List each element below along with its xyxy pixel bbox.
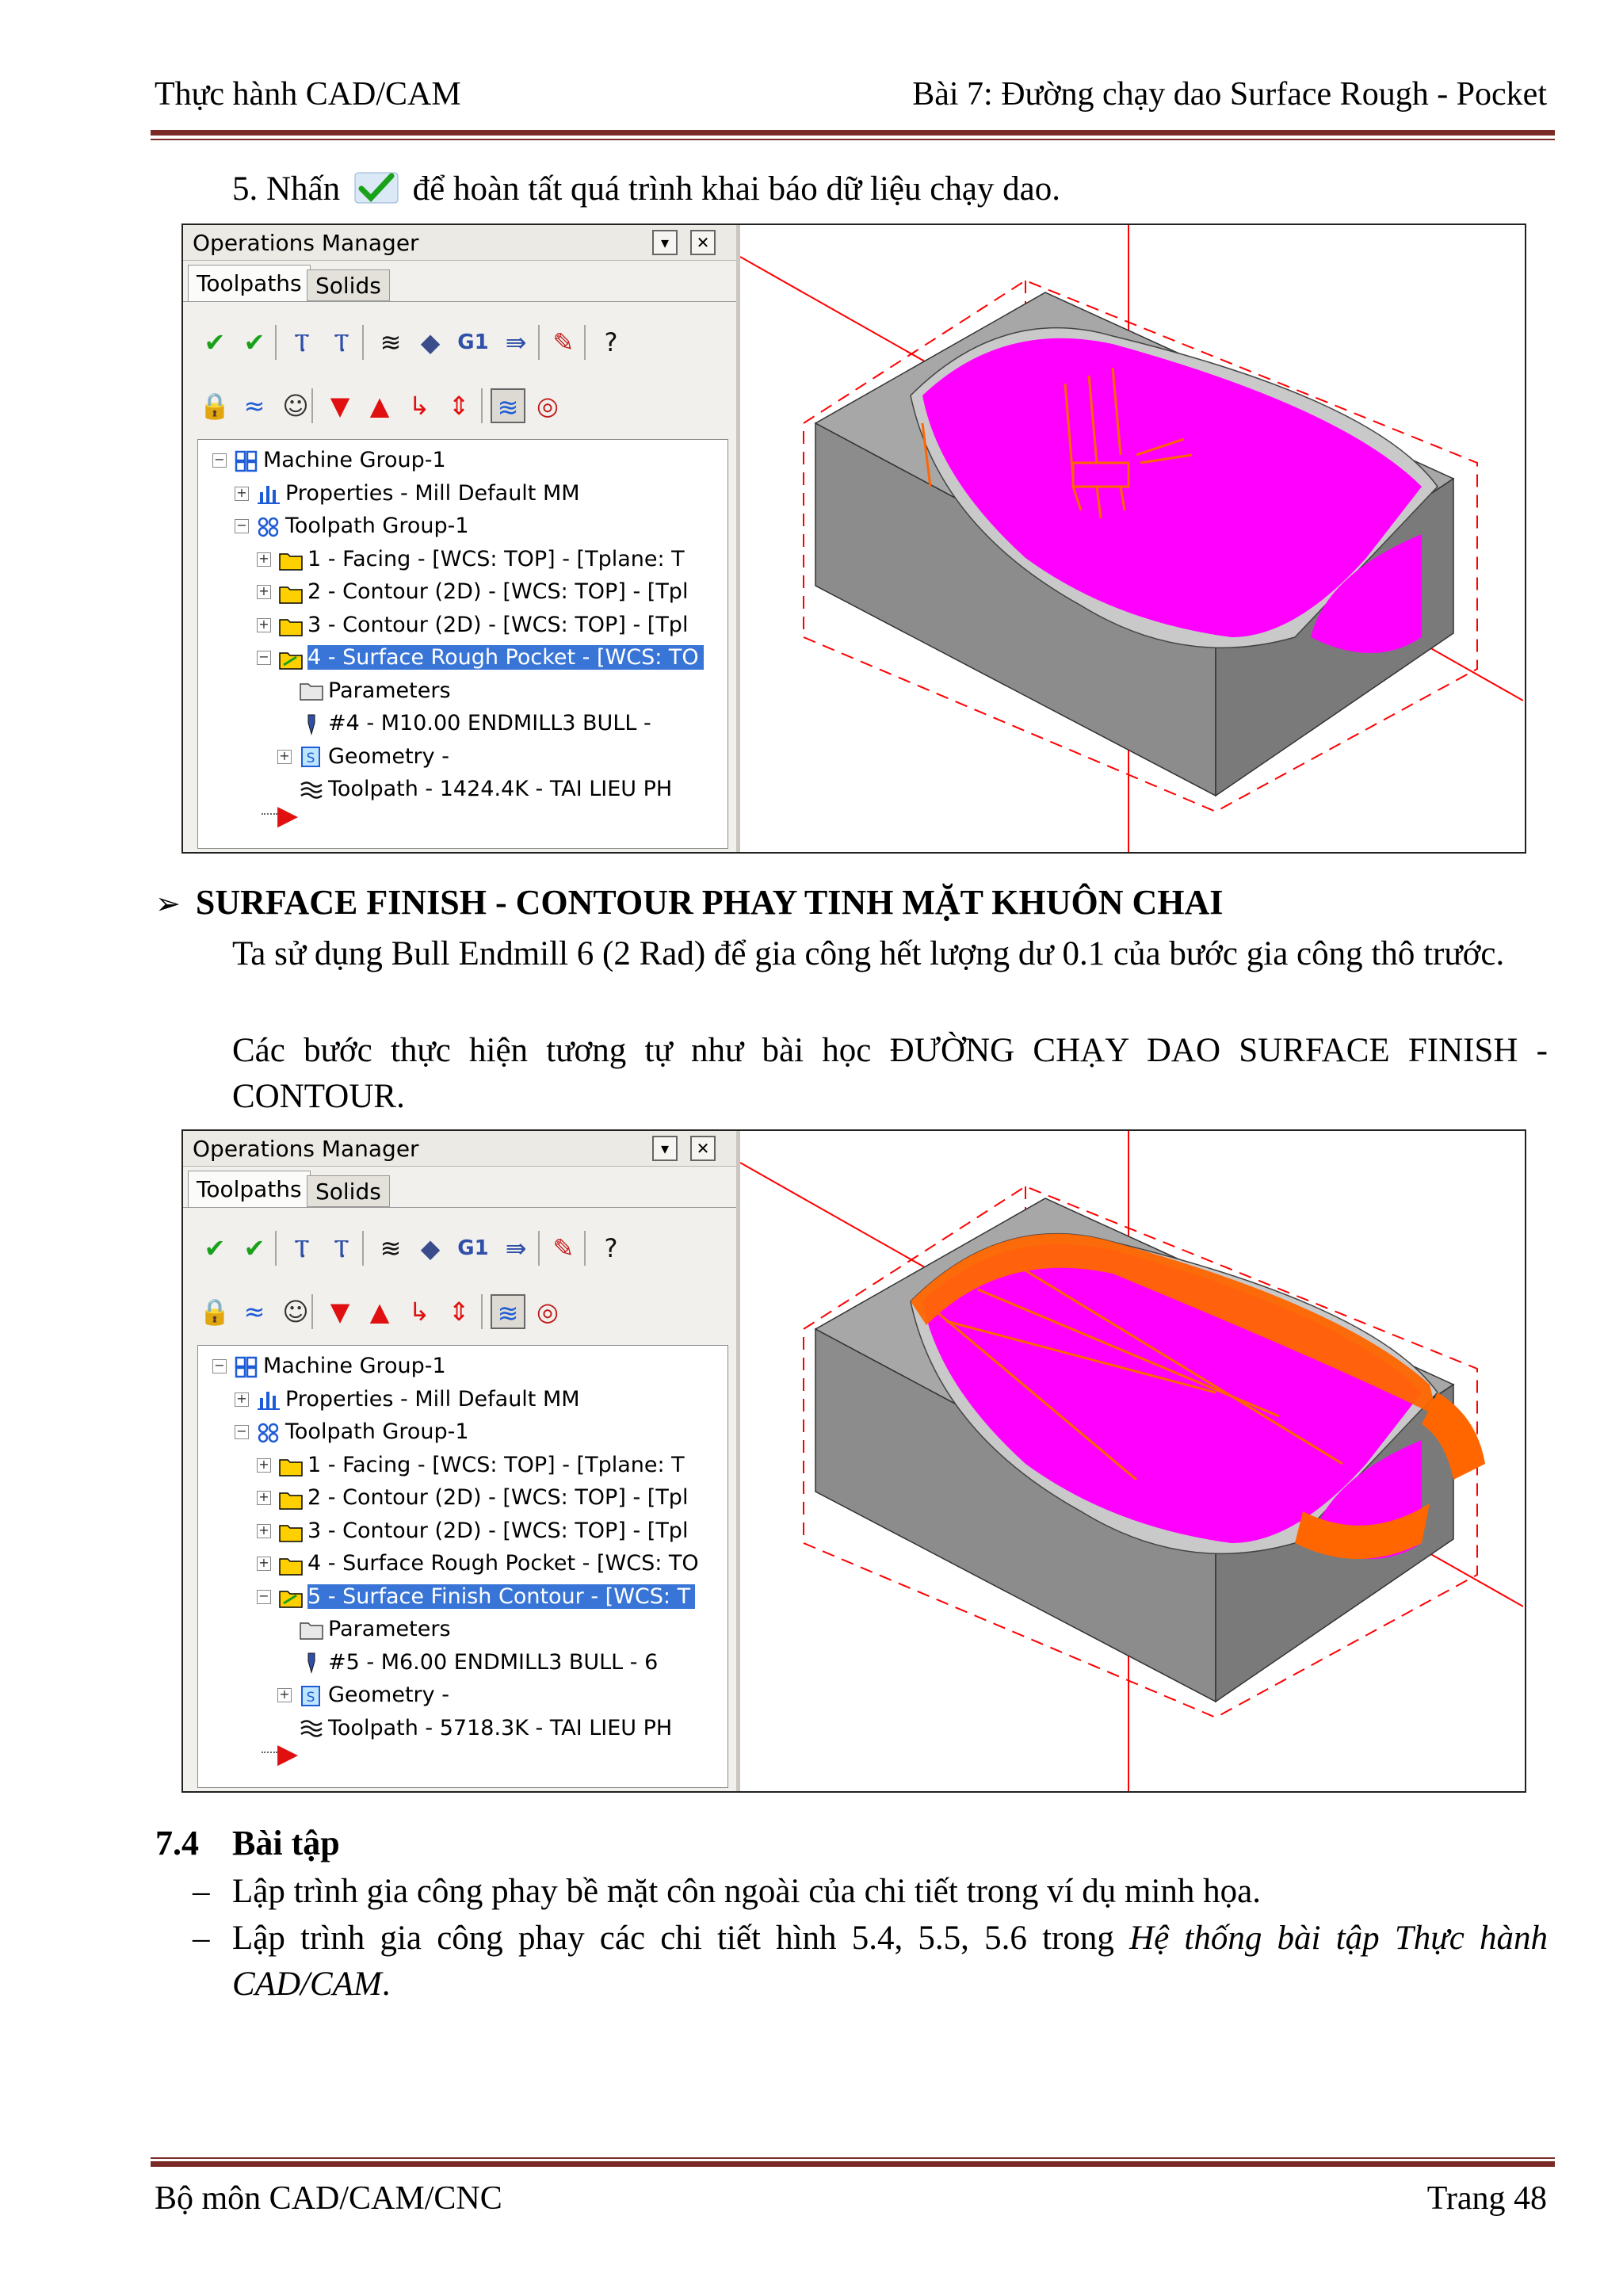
tree-machine-group[interactable] [235, 445, 446, 476]
tree-toolpath-group[interactable] [257, 510, 469, 542]
header-rule-thin [151, 139, 1555, 140]
ghost-icon[interactable]: ☺ [282, 391, 309, 421]
tree-operation-1[interactable] [279, 544, 685, 575]
post-icon[interactable]: ⇛ [505, 327, 527, 357]
tree-operation-1[interactable] [279, 1450, 685, 1481]
footer-right: Trang 48 [1426, 2180, 1547, 2217]
tree-child-tool[interactable] [300, 1647, 658, 1679]
exercise-dash-2: – [193, 1920, 210, 1957]
dots-icon [257, 516, 281, 538]
close-icon[interactable]: ✕ [690, 1136, 716, 1161]
tree-operation-2-label: 2 - Contour (2D) - [WCS: TOP] - [Tpl [307, 1485, 689, 1510]
tree-operation-2[interactable] [279, 1482, 688, 1514]
expand-toggle[interactable]: + [257, 618, 271, 632]
path-icon [300, 779, 323, 801]
paragraph-2: Các bước thực hiện tương tự như bài học ĐƯỜNG CHẠY DAO SURFACE FINISH - CONTOUR. [232, 1032, 1548, 1115]
dots-icon [257, 1422, 281, 1444]
tab-solids[interactable]: Solids [307, 269, 390, 301]
regen-icon[interactable]: ≋ [380, 327, 402, 357]
tool-delete-icon[interactable]: Ⲧ [334, 1233, 349, 1263]
footer-left: Bộ môn CAD/CAM/CNC [155, 2180, 502, 2217]
om-titlebar [183, 225, 736, 261]
header-left: Thực hành CAD/CAM [155, 76, 461, 113]
dropdown-icon[interactable]: ▾ [652, 1136, 678, 1161]
backplot-icon[interactable]: ◆ [420, 1233, 441, 1263]
tree-operation-1-label: 1 - Facing - [WCS: TOP] - [Tplane: T [307, 546, 685, 571]
folderSel-icon [279, 1586, 303, 1608]
header-right: Bài 7: Đường chạy dao Surface Rough - Pocket [912, 76, 1547, 113]
tree-properties-label: Properties - Mill Default MM [285, 480, 580, 506]
tree-toolpath-group[interactable] [257, 1416, 469, 1448]
g1-verify-icon[interactable]: G1 [457, 1236, 489, 1260]
help-icon[interactable]: ? [604, 1233, 618, 1263]
tool-icon [300, 1652, 323, 1674]
tree-operation-3[interactable] [279, 609, 688, 641]
highfeed-icon[interactable]: ✎ [552, 327, 575, 357]
select-all-icon[interactable]: ✔ [204, 327, 226, 357]
tree-operation-2[interactable] [279, 576, 688, 608]
operations-tree [197, 439, 728, 849]
expand-toggle[interactable]: + [257, 552, 271, 567]
expand-toggle[interactable]: + [235, 1392, 249, 1407]
tree-operation-3[interactable] [279, 1515, 688, 1547]
lock-icon[interactable]: 🔒 [199, 1297, 231, 1327]
tree-machine-group[interactable] [235, 1350, 446, 1382]
move-up-icon[interactable]: ▲ [369, 391, 390, 421]
folder-icon [279, 1520, 303, 1542]
regen-icon[interactable]: ≋ [380, 1233, 402, 1263]
part-render [740, 1131, 1523, 1791]
om-title: Operations Manager [193, 230, 419, 256]
footer-rule-thin [151, 2157, 1555, 2159]
expand-toggle[interactable]: + [257, 1524, 271, 1538]
tab-toolpaths[interactable]: Toolpaths [188, 1171, 311, 1207]
tree-machine-group-label: Machine Group-1 [263, 448, 446, 472]
expand-toggle[interactable]: − [212, 453, 227, 468]
tree-toolpath-group-label: Toolpath Group-1 [285, 1419, 469, 1444]
folder-icon [279, 1553, 303, 1576]
show-toolpath-icon[interactable]: ≋ [491, 1294, 525, 1329]
move-up-icon[interactable]: ▲ [369, 1297, 390, 1327]
bars-icon [257, 483, 281, 505]
g1-verify-icon[interactable]: G1 [457, 330, 489, 354]
expand-toggle[interactable]: + [277, 1688, 292, 1702]
tree-operation-4-label: 4 - Surface Rough Pocket - [WCS: TO [307, 645, 704, 670]
tab-toolpaths[interactable]: Toolpaths [188, 265, 311, 301]
folder-icon [279, 614, 303, 636]
operations-tree [197, 1345, 728, 1788]
tree-child-geo-label: Geometry - [328, 743, 449, 769]
tree-operation-3-label: 3 - Contour (2D) - [WCS: TOP] - [Tpl [307, 612, 689, 637]
section-heading [155, 882, 1223, 923]
expand-toggle[interactable]: − [235, 519, 249, 533]
toolpath-display-icon[interactable]: ≈ [243, 1297, 265, 1327]
bars-icon [257, 1389, 281, 1411]
highfeed-icon[interactable]: ✎ [552, 1233, 575, 1263]
folder-icon [279, 1454, 303, 1477]
svg-text:S: S [306, 1689, 315, 1706]
tool-edit-icon[interactable]: Ⲧ [294, 327, 310, 357]
exercise-dash-1: – [193, 1873, 210, 1910]
tool-delete-icon[interactable]: Ⲧ [334, 327, 349, 357]
folder-icon [279, 582, 303, 604]
exercise-number: 7.4 [155, 1824, 199, 1862]
lock-icon[interactable]: 🔒 [199, 391, 231, 421]
grid-icon [235, 1356, 258, 1378]
expand-toggle[interactable]: + [257, 1491, 271, 1505]
clone-icon[interactable]: ◎ [537, 391, 559, 421]
operations-manager [183, 225, 740, 852]
expand-toggle[interactable]: + [257, 1458, 271, 1473]
expand-toggle[interactable]: − [257, 651, 271, 665]
deselect-icon[interactable]: ✔ [243, 327, 265, 357]
tree-child-tool-label: #4 - M10.00 ENDMILL3 BULL - [328, 711, 651, 735]
tree-child-path-label: Toolpath - 5718.3K - TAI LIEU PH [328, 1715, 673, 1740]
tree-child-param[interactable] [300, 675, 451, 707]
dropdown-icon[interactable]: ▾ [652, 230, 678, 255]
select-all-icon[interactable]: ✔ [204, 1233, 226, 1263]
tree-operation-1-label: 1 - Facing - [WCS: TOP] - [Tplane: T [307, 1452, 685, 1477]
tree-toolpath-group-label: Toolpath Group-1 [285, 514, 469, 538]
tree-child-path[interactable] [300, 774, 672, 805]
tree-operation-5-label: 5 - Surface Finish Contour - [WCS: T [307, 1584, 695, 1609]
expand-toggle[interactable]: + [277, 750, 292, 764]
exercise-item-2-end: . [381, 1966, 391, 2003]
grid-icon [235, 450, 258, 472]
tree-properties-label: Properties - Mill Default MM [285, 1386, 580, 1412]
step5-line [232, 166, 1060, 212]
tree-child-tool-label: #5 - M6.00 ENDMILL3 BULL - 6 [328, 1649, 659, 1675]
backplot-icon[interactable]: ◆ [420, 327, 441, 357]
exercise-item-1: Lập trình gia công phay bề mặt côn ngoài của chi tiết trong ví dụ minh họa. [232, 1873, 1262, 1910]
part-render [740, 225, 1523, 852]
tree-child-tool[interactable] [300, 708, 651, 739]
ghost-icon[interactable]: ☺ [282, 1297, 309, 1327]
exercise-item-2-italic: Hệ thống bài tập Thực hành CAD/CAM [232, 1920, 1548, 2003]
expand-toggle[interactable]: + [257, 585, 271, 599]
clone-icon[interactable]: ◎ [537, 1297, 559, 1327]
move-down-icon[interactable]: ▼ [330, 391, 350, 421]
tree-operation-4[interactable] [279, 1548, 699, 1580]
deselect-icon[interactable]: ✔ [243, 1233, 265, 1263]
tree-properties[interactable] [257, 478, 580, 510]
expand-toggle[interactable]: − [235, 1425, 249, 1439]
expand-toggle[interactable]: − [212, 1359, 227, 1373]
tree-machine-group-label: Machine Group-1 [263, 1354, 446, 1378]
tree-child-path-label: Toolpath - 1424.4K - TAI LIEU PH [328, 777, 673, 801]
tree-child-path[interactable] [300, 1713, 672, 1744]
tree-operation-2-label: 2 - Contour (2D) - [WCS: TOP] - [Tpl [307, 579, 689, 604]
param-icon [300, 1619, 323, 1641]
expand-toggle[interactable]: + [257, 1557, 271, 1571]
tab-solids[interactable]: Solids [307, 1175, 390, 1207]
show-toolpath-icon[interactable]: ≋ [491, 388, 525, 423]
tree-operation-3-label: 3 - Contour (2D) - [WCS: TOP] - [Tpl [307, 1518, 689, 1543]
geo-icon [300, 746, 323, 768]
folder-icon [279, 1488, 303, 1510]
tool-icon [300, 713, 323, 735]
tool-edit-icon[interactable]: Ⲧ [294, 1233, 310, 1263]
tree-child-param-label: Parameters [328, 1617, 451, 1641]
step5-suffix: để hoàn tất quá trình khai báo dữ liệu chạy dao. [412, 170, 1060, 208]
insert-arrow-icon[interactable]: ↳ [408, 1297, 430, 1327]
screenshot-rough-pocket [181, 223, 1526, 854]
tree-operation-4-label: 4 - Surface Rough Pocket - [WCS: TO [307, 1551, 699, 1576]
tree-child-param[interactable] [300, 1614, 451, 1645]
tree-child-param-label: Parameters [328, 678, 451, 703]
section-bullet: ➢ [155, 886, 181, 921]
paragraph-1: Ta sử dụng Bull Endmill 6 (2 Rad) để gia công hết lượng dư 0.1 của bước gia công thô trước. [232, 935, 1505, 972]
footer-rule [151, 2161, 1555, 2167]
exercise-title: Bài tập [232, 1824, 340, 1862]
insert-arrow-icon[interactable]: ↳ [408, 391, 430, 421]
move-down-icon[interactable]: ▼ [330, 1297, 350, 1327]
om-title: Operations Manager [193, 1136, 419, 1162]
insert-arrow-icon[interactable]: ▶ [277, 799, 299, 831]
help-icon[interactable]: ? [604, 327, 618, 357]
tree-properties[interactable] [257, 1384, 580, 1415]
header-rule [151, 130, 1555, 136]
folderSel-icon [279, 648, 303, 670]
insert-arrow-icon[interactable]: ▶ [277, 1738, 299, 1770]
expand-icon[interactable]: ⇕ [448, 391, 470, 421]
expand-toggle[interactable]: + [235, 487, 249, 501]
tree-child-geo-label: Geometry - [328, 1683, 449, 1707]
folder-icon [279, 548, 303, 571]
path-icon [300, 1717, 323, 1740]
close-icon[interactable]: ✕ [690, 230, 716, 255]
step5-prefix: 5. Nhấn [232, 170, 341, 208]
toolpath-display-icon[interactable]: ≈ [243, 391, 265, 421]
section-title: SURFACE FINISH - CONTOUR PHAY TINH MẶT KHUÔN CHAI [195, 883, 1224, 922]
operations-manager [183, 1131, 740, 1791]
ok-check-icon [353, 170, 399, 206]
geo-icon [300, 1685, 323, 1707]
svg-text:S: S [306, 751, 315, 766]
tree-operation-4[interactable] [279, 642, 704, 674]
exercise-item-2-text: Lập trình gia công phay các chi tiết hình 5.4, 5.5, 5.6 trong [232, 1920, 1130, 1957]
graphics-viewport[interactable] [740, 225, 1525, 852]
screenshot-finish-contour [181, 1129, 1526, 1793]
tree-operation-5[interactable] [279, 1581, 695, 1613]
tree-child-geo[interactable] [300, 1679, 449, 1711]
post-icon[interactable]: ⇛ [505, 1233, 527, 1263]
graphics-viewport[interactable] [740, 1131, 1525, 1791]
om-titlebar [183, 1131, 736, 1167]
expand-toggle[interactable]: − [257, 1590, 271, 1604]
exercise-item-2 [232, 1916, 1548, 2008]
tree-child-geo[interactable] [300, 741, 449, 773]
expand-icon[interactable]: ⇕ [448, 1297, 470, 1327]
param-icon [300, 680, 323, 702]
